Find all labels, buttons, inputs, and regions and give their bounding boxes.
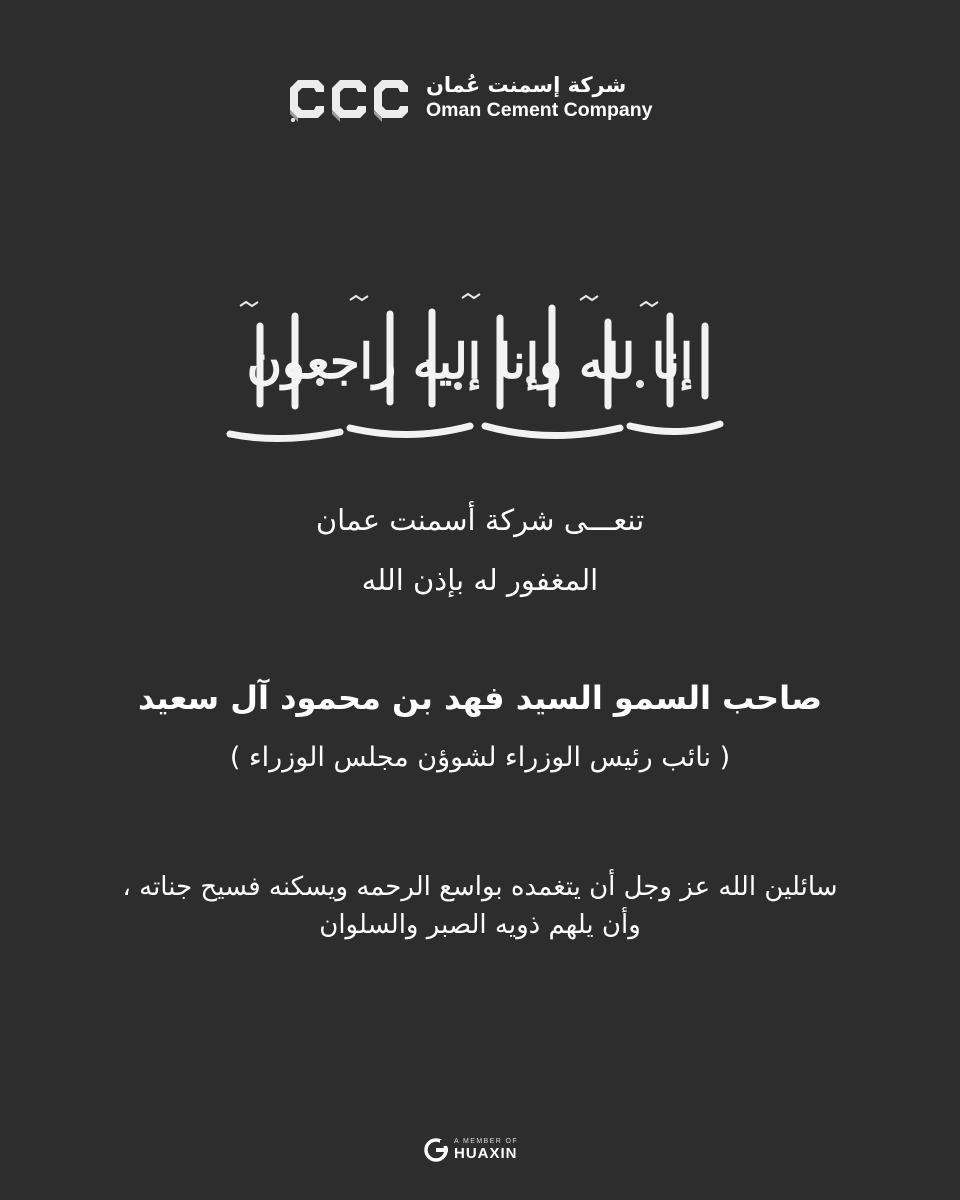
announce-line: تنعـــى شركة أسمنت عمان [315,503,645,537]
logo-text [426,72,662,122]
footer-logo [424,1136,536,1164]
company-logo [286,72,666,128]
calligraphy-verse-icon [200,286,740,446]
occ-logo-icon [286,74,414,124]
logo-arabic-name: شركة إسمنت عُمان [426,73,627,97]
huaxin-logo-icon [424,1138,450,1162]
deceased-position: ( نائب رئيس الوزراء لشوؤن مجلس الوزراء ) [229,742,731,773]
member-of-label: A MEMBER OF [454,1138,519,1145]
prayer-text: سائلين الله عز وجل أن يتغمده بواسع الرحمه ويسكنه فسيح جناته ، وأن يلهم ذويه الصبر والسلوان [122,872,838,940]
logo-english-name: Oman Cement Company [426,99,653,121]
calligraphy-text: إنا لله وإنا إليه راجعون [246,334,694,390]
forgiven-line: المغفور له بإذن الله [361,563,599,597]
huaxin-brand: HUAXIN [454,1145,518,1162]
deceased-name: صاحب السمو السيد فهد بن محمود آل سعيد [137,679,822,717]
